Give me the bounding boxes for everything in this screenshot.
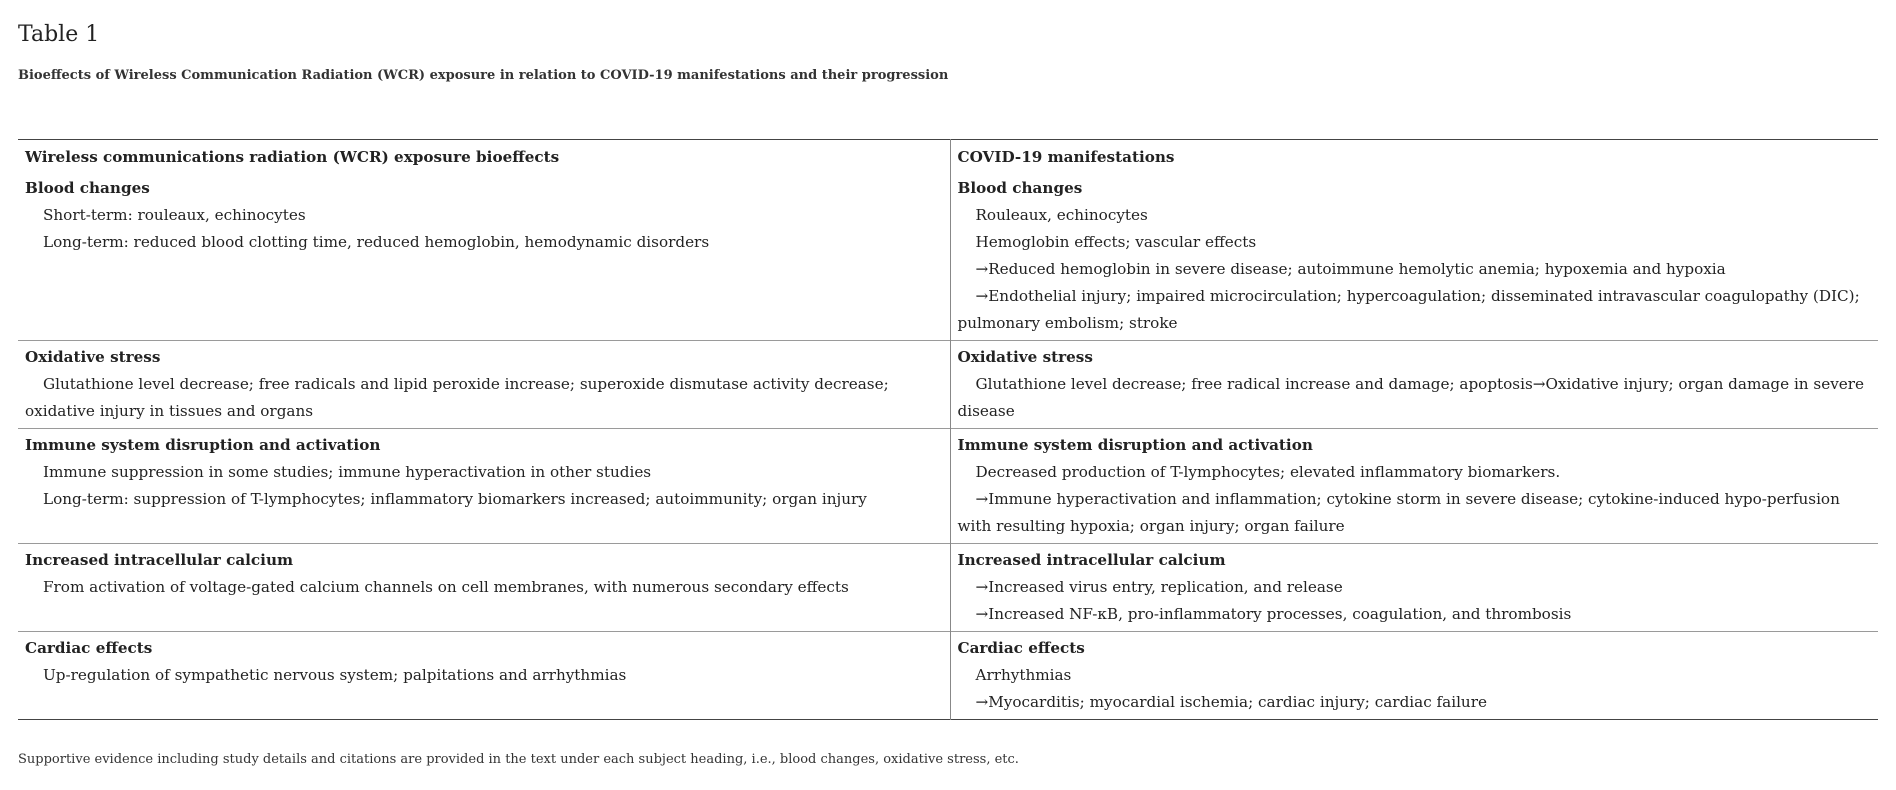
table-label: Table 1	[18, 22, 100, 47]
row-heading: Cardiac effects	[25, 639, 153, 657]
cell-line: Short-term: rouleaux, echinocytes	[43, 206, 306, 224]
table-row	[18, 632, 1878, 720]
wcr-cell	[18, 341, 950, 429]
covid-cell	[950, 544, 1878, 632]
column-header-wcr: Wireless communications radiation (WCR) exposure bioeffects	[18, 140, 950, 173]
bioeffects-table	[18, 139, 1878, 720]
wcr-cell	[18, 172, 950, 341]
cell-line: →Increased virus entry, replication, and release	[975, 578, 1343, 596]
table-row	[18, 429, 1878, 544]
cell-line: Long-term: suppression of T-lymphocytes; inflammatory biomarkers increased; autoimmunity; organ injury	[43, 490, 867, 508]
table-caption: Bioeffects of Wireless Communication Radiation (WCR) exposure in relation to COVID-19 manifestations and their progression	[18, 68, 949, 83]
row-heading: Oxidative stress	[25, 348, 161, 366]
table-row	[18, 544, 1878, 632]
cell-line: →Increased NF-κB, pro-inflammatory processes, coagulation, and thrombosis	[975, 605, 1572, 623]
cell-line: Rouleaux, echinocytes	[975, 206, 1148, 224]
cell-line: Glutathione level decrease; free radical increase and damage; apoptosis→Oxidative injury; organ damage in severe disease	[957, 375, 1865, 420]
table-header-row	[18, 140, 1878, 173]
cell-line: →Reduced hemoglobin in severe disease; autoimmune hemolytic anemia; hypoxemia and hypoxia	[975, 260, 1726, 278]
cell-line: Up-regulation of sympathetic nervous system; palpitations and arrhythmias	[43, 666, 627, 684]
row-heading: Increased intracellular calcium	[25, 551, 294, 569]
row-heading: Immune system disruption and activation	[25, 436, 381, 454]
row-heading: Cardiac effects	[957, 639, 1085, 657]
cell-line: From activation of voltage-gated calcium channels on cell membranes, with numerous secondary effects	[43, 578, 849, 596]
table-row	[18, 172, 1878, 341]
cell-line: Immune suppression in some studies; immune hyperactivation in other studies	[43, 463, 652, 481]
wcr-cell	[18, 429, 950, 544]
wcr-cell	[18, 544, 950, 632]
covid-cell	[950, 172, 1878, 341]
wcr-cell	[18, 632, 950, 720]
column-header-covid: COVID-19 manifestations	[957, 148, 1175, 166]
cell-line: Arrhythmias	[975, 666, 1072, 684]
cell-line: Long-term: reduced blood clotting time, reduced hemoglobin, hemodynamic disorders	[43, 233, 710, 251]
row-heading: Blood changes	[957, 179, 1083, 197]
cell-line: →Immune hyperactivation and inflammation; cytokine storm in severe disease; cytokine-induced hypo-perfusion with resulting hypoxia; organ injury; organ failure	[957, 490, 1840, 535]
table-row	[18, 341, 1878, 429]
row-heading: Increased intracellular calcium	[957, 551, 1226, 569]
cell-line: Hemoglobin effects; vascular effects	[975, 233, 1257, 251]
cell-line: →Myocarditis; myocardial ischemia; cardiac injury; cardiac failure	[975, 693, 1487, 711]
row-heading: Immune system disruption and activation	[957, 436, 1313, 454]
row-heading: Blood changes	[25, 179, 150, 197]
covid-cell	[950, 632, 1878, 720]
covid-cell	[950, 341, 1878, 429]
row-heading: Oxidative stress	[957, 348, 1093, 366]
cell-line: →Endothelial injury; impaired microcirculation; hypercoagulation; disseminated intravascular coagulopathy (DIC); pulmonary embolism; stroke	[957, 287, 1860, 332]
table-footnote: Supportive evidence including study details and citations are provided in the text under each subject heading, i.e., blood changes, oxidative stress, etc.	[18, 752, 1019, 767]
covid-cell	[950, 429, 1878, 544]
cell-line: Decreased production of T-lymphocytes; elevated inflammatory biomarkers.	[975, 463, 1561, 481]
cell-line: Glutathione level decrease; free radicals and lipid peroxide increase; superoxide dismutase activity decrease; oxidative injury in tissues and organs	[25, 375, 889, 420]
